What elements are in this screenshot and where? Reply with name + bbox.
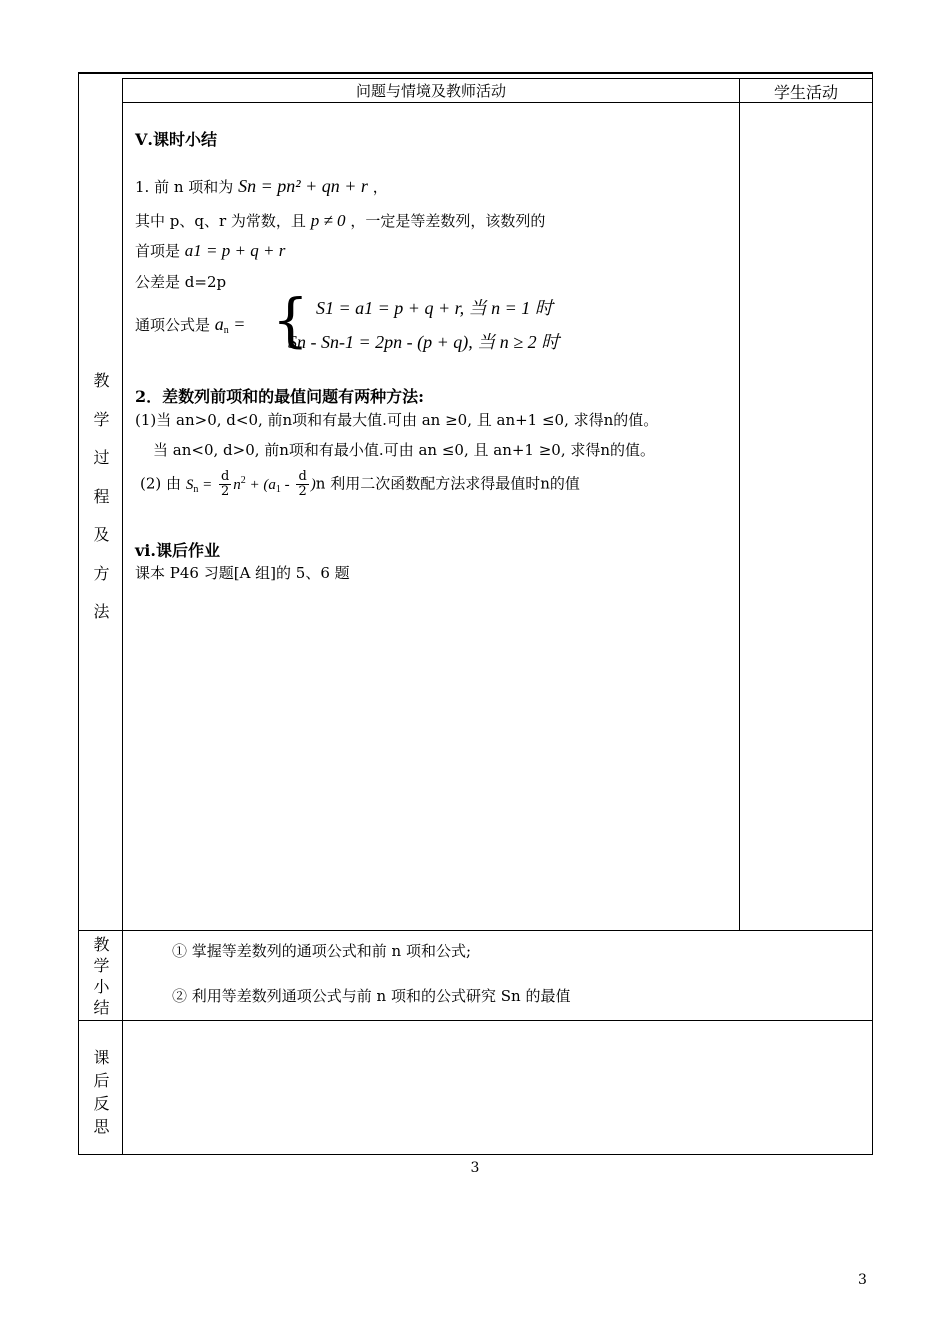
table-top-border (78, 72, 873, 74)
case1-formula: S1 = a1 = p + q + r, 当 n = 1 时 (316, 298, 553, 318)
summary-item2: ② 利用等差数列通项公式与前 n 项和的公式研究 Sn 的最值 (172, 987, 571, 1005)
summary-row-top (78, 930, 873, 931)
header-top-line (122, 78, 873, 79)
item1-line2: 其中 p、q、r 为常数，且 p ≠ 0 ，一定是等差数列，该数列的 (135, 211, 546, 230)
common-diff-line: 公差是 d=2p (135, 273, 227, 291)
section5-title: Ⅴ.课时小结 (135, 130, 217, 149)
header-main-column: 问题与情境及教师活动 (355, 82, 506, 100)
header-student-column: 学生活动 (773, 83, 838, 102)
method1-line2: 当 an<0, d>0, 前n项和有最小值.可由 an ≤0, 且 an+1 ≥0, 求得n的值。 (153, 441, 656, 459)
table-left-border (78, 72, 79, 1155)
table-bottom-border (78, 1154, 873, 1155)
page-number-center: 3 (470, 1160, 480, 1176)
method2-line: (2) 由 $S_n$ = $\frac{d}{2}$ $n^2 + (a_1$ - $\frac{d}{2}$ )n 利用二次函数配方法求得最值时n的值 (140, 469, 580, 499)
piecewise-brace: { (272, 286, 309, 354)
reflection-label: 课 后 反 思 (93, 1048, 110, 1136)
nonzero-formula: p ≠ 0 (310, 211, 346, 230)
section2-title: 2．差数列前项和的最值问题有两种方法: (135, 387, 425, 406)
homework-text: 课本 P46 习题[A 组]的 5、6 题 (135, 564, 350, 582)
student-column-divider (739, 78, 740, 931)
method1-line1: (1)当 an>0, d<0, 前n项和有最大值.可由 an ≥0, 且 an+1 ≤0, 求得n的值。 (135, 411, 659, 429)
first-term-line: 首项是 a1 = p + q + r (135, 241, 286, 260)
item1-line: 1. 前 n 项和为 Sn = pn² + qn + r ， (135, 176, 388, 196)
process-label: 教 学 过 程 及 方 法 (93, 371, 110, 621)
general-term-label: 通项公式是 $a_n$ = (135, 314, 246, 336)
summary-label: 教 学 小 结 (93, 935, 110, 1017)
table-right-border (872, 72, 873, 1155)
item1-formula: Sn = pn² + qn + r (238, 176, 368, 196)
summary-item1: ① 掌握等差数列的通项公式和前 n 项和公式; (172, 942, 472, 960)
case2-formula: Sn - Sn-1 = 2pn - (p + q), 当 n ≥ 2 时 (288, 332, 560, 352)
first-term-formula: a1 = p + q + r (184, 241, 286, 260)
reflection-row-top (78, 1020, 873, 1021)
homework-title: ⅵ.课后作业 (135, 541, 220, 560)
page-number-corner: 3 (858, 1272, 867, 1288)
